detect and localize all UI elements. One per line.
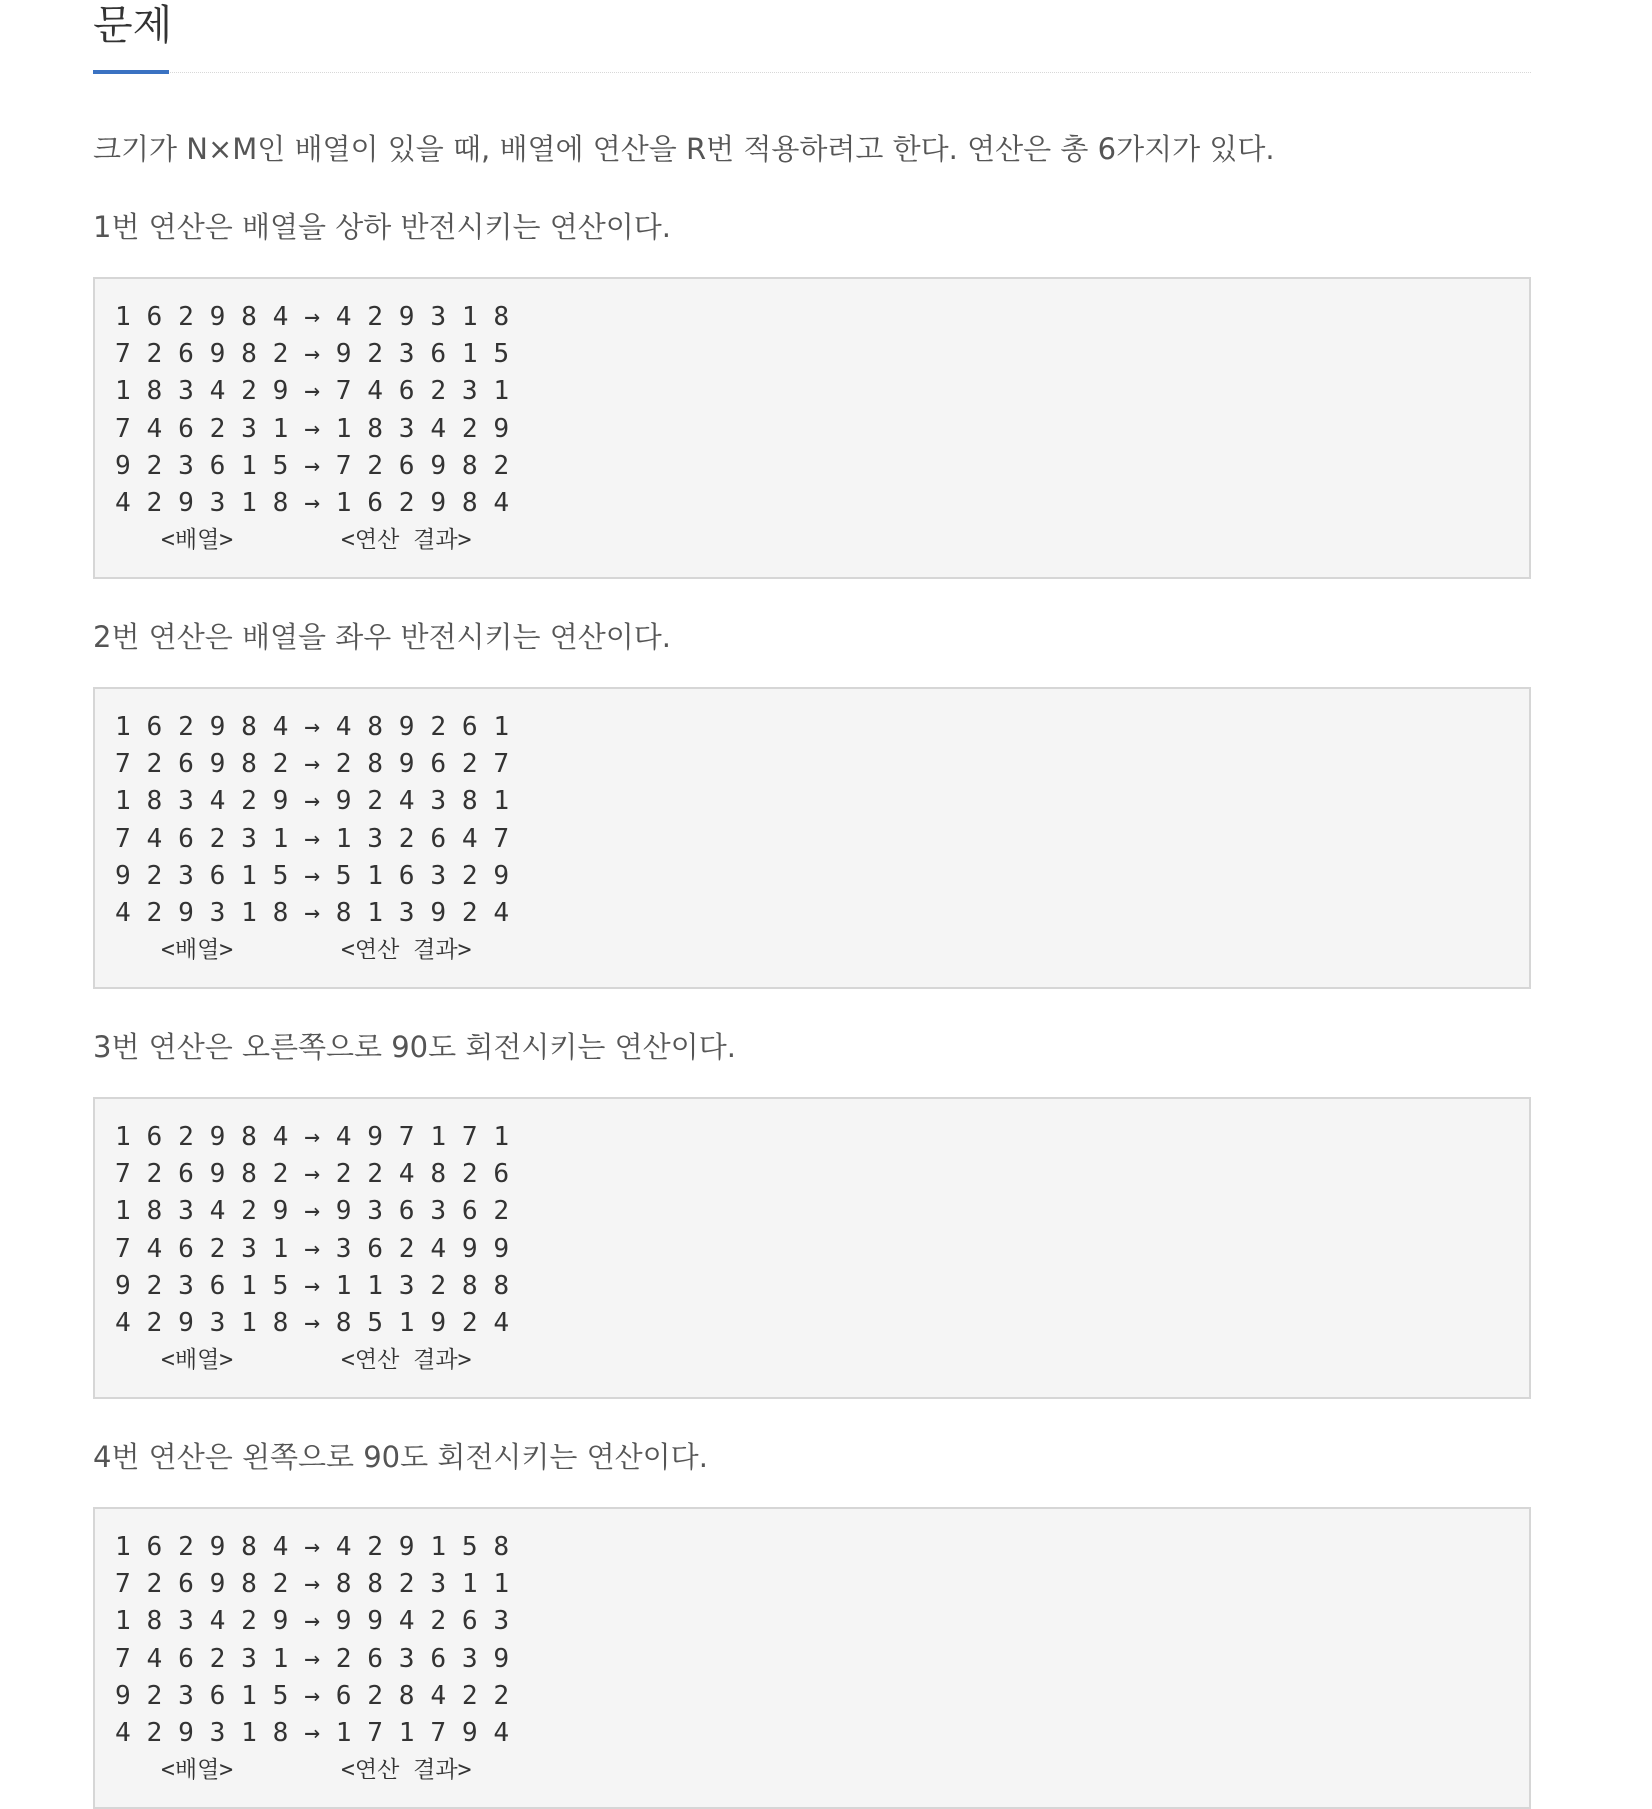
matrix-row: 1 8 3 4 2 9 → 9 9 4 2 6 3: [115, 1606, 510, 1637]
matrix-row: 1 6 2 9 8 4 → 4 2 9 3 1 8: [115, 302, 510, 332]
intro-paragraph: 크기가 N×M인 배열이 있을 때, 배열에 연산을 R번 적용하려고 한다. 연산은 총 6가지가 있다.: [93, 132, 1275, 166]
matrix-caption: [115, 1752, 1529, 1789]
caption-array: <배열>: [161, 527, 234, 554]
code-block: [93, 687, 1531, 989]
code-block: [93, 277, 1531, 579]
caption-array: <배열>: [161, 937, 234, 964]
title-underline: [93, 70, 169, 74]
matrix-row: 9 2 3 6 1 5 → 6 2 8 4 2 2: [115, 1680, 510, 1711]
matrix-row: 7 4 6 2 3 1 → 3 6 2 4 9 9: [115, 1233, 510, 1264]
matrix-row: 7 4 6 2 3 1 → 1 3 2 6 4 7: [115, 823, 510, 854]
problem-section: [93, 0, 1531, 1809]
matrix-row: 1 6 2 9 8 4 → 4 9 7 1 7 1: [115, 1122, 510, 1152]
matrix-row: 7 2 6 9 8 2 → 2 8 9 6 2 7: [115, 749, 510, 780]
operation-4: [93, 1437, 1531, 1809]
matrix-row: 1 6 2 9 8 4 → 4 2 9 1 5 8: [115, 1532, 510, 1562]
code-block: [93, 1097, 1531, 1399]
matrix-caption: [115, 932, 1529, 969]
matrix-row: 7 4 6 2 3 1 → 2 6 3 6 3 9: [115, 1643, 510, 1674]
operation-3: [93, 1027, 1531, 1399]
operation-description: 3번 연산은 오른쪽으로 90도 회전시키는 연산이다.: [93, 1030, 736, 1064]
matrix-row: 9 2 3 6 1 5 → 7 2 6 9 8 2: [115, 450, 510, 481]
matrix-caption: [115, 1342, 1529, 1379]
operation-1: [93, 207, 1531, 579]
caption-array: <배열>: [161, 1347, 234, 1374]
matrix-row: 1 8 3 4 2 9 → 9 3 6 3 6 2: [115, 1196, 510, 1227]
matrix-row: 1 8 3 4 2 9 → 9 2 4 3 8 1: [115, 786, 510, 817]
operation-description: 2번 연산은 배열을 좌우 반전시키는 연산이다.: [93, 620, 672, 654]
matrix-row: 1 8 3 4 2 9 → 7 4 6 2 3 1: [115, 376, 510, 407]
caption-result: <연산 결과>: [341, 527, 472, 554]
matrix-row: 4 2 9 3 1 8 → 1 7 1 7 9 4: [115, 1717, 510, 1748]
matrix-row: 4 2 9 3 1 8 → 8 5 1 9 2 4: [115, 1307, 510, 1338]
caption-result: <연산 결과>: [341, 937, 472, 964]
matrix-row: 7 4 6 2 3 1 → 1 8 3 4 2 9: [115, 413, 510, 444]
operation-2: [93, 617, 1531, 989]
page-title: 문제: [93, 1, 173, 49]
operation-description: 4번 연산은 왼쪽으로 90도 회전시키는 연산이다.: [93, 1440, 708, 1474]
section-header: [93, 0, 1531, 73]
matrix-row: 9 2 3 6 1 5 → 5 1 6 3 2 9: [115, 860, 510, 891]
caption-result: <연산 결과>: [341, 1347, 472, 1374]
operation-description: 1번 연산은 배열을 상하 반전시키는 연산이다.: [93, 210, 672, 244]
matrix-row: 4 2 9 3 1 8 → 1 6 2 9 8 4: [115, 487, 510, 518]
matrix-row: 4 2 9 3 1 8 → 8 1 3 9 2 4: [115, 897, 510, 928]
matrix-row: 7 2 6 9 8 2 → 9 2 3 6 1 5: [115, 339, 510, 370]
caption-array: <배열>: [161, 1757, 234, 1784]
matrix-row: 7 2 6 9 8 2 → 2 2 4 8 2 6: [115, 1159, 510, 1190]
matrix-row: 9 2 3 6 1 5 → 1 1 3 2 8 8: [115, 1270, 510, 1301]
caption-result: <연산 결과>: [341, 1757, 472, 1784]
code-block: [93, 1507, 1531, 1809]
matrix-row: 1 6 2 9 8 4 → 4 8 9 2 6 1: [115, 712, 510, 742]
matrix-row: 7 2 6 9 8 2 → 8 8 2 3 1 1: [115, 1569, 510, 1600]
matrix-caption: [115, 522, 1529, 559]
